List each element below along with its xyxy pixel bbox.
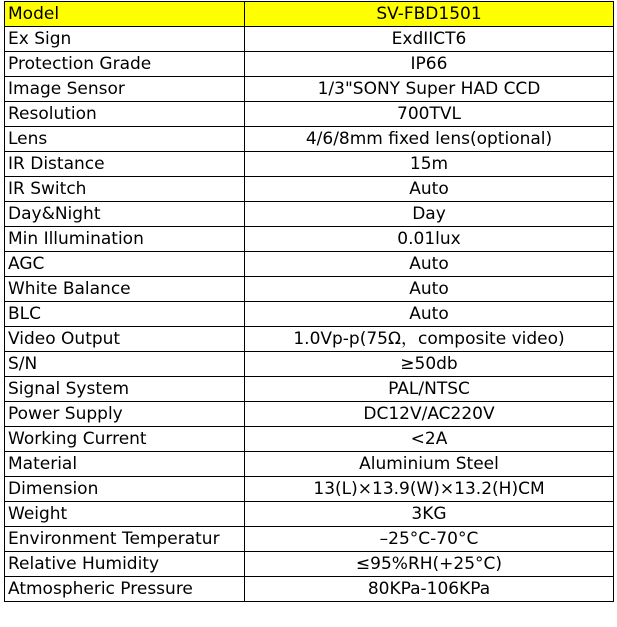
spec-label: Environment Temperatur: [5, 527, 245, 552]
table-row: [5, 227, 614, 252]
table-row: [5, 102, 614, 127]
spec-label: IR Distance: [5, 152, 245, 177]
header-label: Model: [5, 2, 245, 27]
table-row: [5, 202, 614, 227]
table-row: [5, 552, 614, 577]
spec-value: Auto: [245, 277, 614, 302]
table-row: [5, 277, 614, 302]
spec-label: AGC: [5, 252, 245, 277]
header-row: [5, 2, 614, 27]
table-row: [5, 352, 614, 377]
spec-table: [4, 1, 614, 602]
spec-label: Atmospheric Pressure: [5, 577, 245, 602]
spec-value: 700TVL: [245, 102, 614, 127]
spec-value: –25°C-70°C: [245, 527, 614, 552]
spec-value: PAL/NTSC: [245, 377, 614, 402]
spec-value: ≤95%RH(+25°C): [245, 552, 614, 577]
spec-label: Power Supply: [5, 402, 245, 427]
spec-value: 0.01lux: [245, 227, 614, 252]
table-row: [5, 577, 614, 602]
spec-label: Ex Sign: [5, 27, 245, 52]
table-row: [5, 402, 614, 427]
spec-value: 1.0Vp-p(75Ω，composite video): [245, 327, 614, 352]
table-row: [5, 477, 614, 502]
spec-label: Lens: [5, 127, 245, 152]
spec-value: Aluminium Steel: [245, 452, 614, 477]
spec-value: DC12V/AC220V: [245, 402, 614, 427]
spec-label: IR Switch: [5, 177, 245, 202]
spec-value: Auto: [245, 177, 614, 202]
table-row: [5, 377, 614, 402]
header-value: SV-FBD1501: [245, 2, 614, 27]
spec-value: 1/3"SONY Super HAD CCD: [245, 77, 614, 102]
spec-label: Dimension: [5, 477, 245, 502]
table-row: [5, 177, 614, 202]
spec-value: IP66: [245, 52, 614, 77]
spec-value: 80KPa-106KPa: [245, 577, 614, 602]
spec-label: Weight: [5, 502, 245, 527]
spec-label: Image Sensor: [5, 77, 245, 102]
table-row: [5, 527, 614, 552]
spec-value: 4/6/8mm fixed lens(optional): [245, 127, 614, 152]
table-row: [5, 302, 614, 327]
table-row: [5, 152, 614, 177]
spec-label: S/N: [5, 352, 245, 377]
spec-label: Protection Grade: [5, 52, 245, 77]
spec-value: Auto: [245, 302, 614, 327]
table-row: [5, 502, 614, 527]
spec-value: 3KG: [245, 502, 614, 527]
table-row: [5, 77, 614, 102]
spec-label: BLC: [5, 302, 245, 327]
spec-value: Day: [245, 202, 614, 227]
spec-value: <2A: [245, 427, 614, 452]
table-row: [5, 52, 614, 77]
table-row: [5, 327, 614, 352]
table-row: [5, 452, 614, 477]
table-row: [5, 127, 614, 152]
spec-label: Working Current: [5, 427, 245, 452]
spec-value: Auto: [245, 252, 614, 277]
spec-label: Video Output: [5, 327, 245, 352]
table-row: [5, 427, 614, 452]
spec-label: Day&Night: [5, 202, 245, 227]
spec-value: ≥50db: [245, 352, 614, 377]
spec-label: Signal System: [5, 377, 245, 402]
spec-value: 15m: [245, 152, 614, 177]
spec-label: Resolution: [5, 102, 245, 127]
spec-label: Min Illumination: [5, 227, 245, 252]
spec-value: ExdIICT6: [245, 27, 614, 52]
spec-label: White Balance: [5, 277, 245, 302]
table-row: [5, 252, 614, 277]
spec-label: Material: [5, 452, 245, 477]
table-row: [5, 27, 614, 52]
spec-table-body: [5, 2, 614, 602]
spec-value: 13(L)×13.9(W)×13.2(H)CM: [245, 477, 614, 502]
spec-label: Relative Humidity: [5, 552, 245, 577]
